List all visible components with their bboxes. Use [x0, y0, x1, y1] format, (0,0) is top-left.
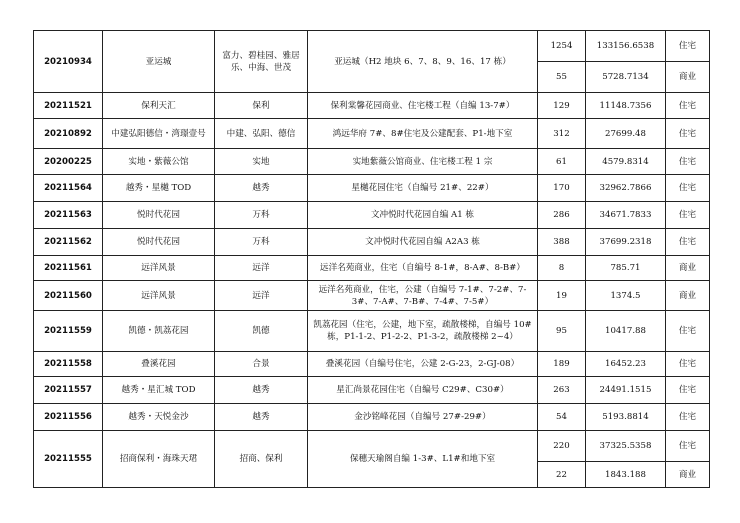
table-row — [34, 175, 710, 202]
developer-cell: 中建、弘阳、德信 — [215, 119, 308, 149]
area-cell: 16452.23 — [586, 352, 666, 377]
project-name-cell: 远洋风景 — [103, 256, 215, 281]
use-cell: 住宅 — [666, 202, 710, 229]
units-cell: 312 — [538, 119, 586, 149]
area-cell: 37325.5358 — [586, 431, 666, 462]
permit-number-cell: 20211563 — [34, 202, 103, 229]
project-name-cell: 越秀・星汇城 TOD — [103, 377, 215, 404]
area-cell: 32962.7866 — [586, 175, 666, 202]
developer-cell: 万科 — [215, 229, 308, 256]
use-cell: 住宅 — [666, 31, 710, 62]
permit-number-cell: 20211564 — [34, 175, 103, 202]
scope-cell: 金沙铭峰花园（自编号 27#-29#） — [308, 404, 538, 431]
use-cell: 住宅 — [666, 404, 710, 431]
presale-permit-table — [33, 30, 710, 488]
use-cell: 住宅 — [666, 175, 710, 202]
scope-cell: 文冲悦时代花园自编 A1 栋 — [308, 202, 538, 229]
units-cell: 220 — [538, 431, 586, 462]
scope-cell: 远洋名苑商业，住宅，公建（自编号 7-1#、7-2#、7-3#、7-A#、7-B#、7-4#、7-5#） — [308, 281, 538, 311]
permit-number-cell: 20211562 — [34, 229, 103, 256]
use-cell: 住宅 — [666, 149, 710, 175]
project-name-cell: 保利天汇 — [103, 93, 215, 119]
area-cell: 1374.5 — [586, 281, 666, 311]
table-row — [34, 119, 710, 149]
scope-cell: 星汇尚景花园住宅（自编号 C29#、C30#） — [308, 377, 538, 404]
units-cell: 19 — [538, 281, 586, 311]
scope-cell: 保利棠馨花园商业、住宅楼工程（自编 13-7#） — [308, 93, 538, 119]
use-cell: 商业 — [666, 256, 710, 281]
permit-number-cell: 20211561 — [34, 256, 103, 281]
permit-number-cell: 20211559 — [34, 311, 103, 352]
use-cell: 住宅 — [666, 377, 710, 404]
units-cell: 55 — [538, 62, 586, 93]
table-row — [34, 404, 710, 431]
project-name-cell: 越秀・天悦金沙 — [103, 404, 215, 431]
area-cell: 34671.7833 — [586, 202, 666, 229]
area-cell: 11148.7356 — [586, 93, 666, 119]
units-cell: 388 — [538, 229, 586, 256]
use-cell: 住宅 — [666, 431, 710, 462]
use-cell: 住宅 — [666, 119, 710, 149]
table-row — [34, 311, 710, 352]
area-cell: 5728.7134 — [586, 62, 666, 93]
table-body — [34, 31, 710, 488]
developer-cell: 实地 — [215, 149, 308, 175]
developer-cell: 万科 — [215, 202, 308, 229]
scope-cell: 保穗天瑜阁自编 1-3#、L1#和地下室 — [308, 431, 538, 488]
scope-cell: 星樾花园住宅（自编号 21#、22#） — [308, 175, 538, 202]
units-cell: 286 — [538, 202, 586, 229]
table-row — [34, 149, 710, 175]
developer-cell: 远洋 — [215, 256, 308, 281]
permit-number-cell: 20211521 — [34, 93, 103, 119]
developer-cell: 越秀 — [215, 404, 308, 431]
area-cell: 37699.2318 — [586, 229, 666, 256]
scope-cell: 实地紫薇公馆商业、住宅楼工程 1 宗 — [308, 149, 538, 175]
use-cell: 商业 — [666, 281, 710, 311]
area-cell: 27699.48 — [586, 119, 666, 149]
table-row — [34, 202, 710, 229]
scope-cell: 凯荔花园（住宅，公建，地下室，疏散楼梯，自编号 10#栋，P1-1-2、P1-2-2、P1-3-2，疏散楼梯 2~4） — [308, 311, 538, 352]
units-cell: 129 — [538, 93, 586, 119]
use-cell: 住宅 — [666, 352, 710, 377]
scope-cell: 叠溪花园（自编号住宅，公建 2-G-23，2-GJ-08） — [308, 352, 538, 377]
project-name-cell: 叠溪花园 — [103, 352, 215, 377]
units-cell: 1254 — [538, 31, 586, 62]
permit-number-cell: 20210934 — [34, 31, 103, 93]
use-cell: 商业 — [666, 462, 710, 488]
area-cell: 785.71 — [586, 256, 666, 281]
use-cell: 商业 — [666, 62, 710, 93]
developer-cell: 保利 — [215, 93, 308, 119]
area-cell: 4579.8314 — [586, 149, 666, 175]
developer-cell: 富力、碧桂园、雅居乐、中海、世茂 — [215, 31, 308, 93]
table-row — [34, 229, 710, 256]
project-name-cell: 远洋风景 — [103, 281, 215, 311]
project-name-cell: 悦时代花园 — [103, 202, 215, 229]
units-cell: 61 — [538, 149, 586, 175]
table-row — [34, 31, 710, 62]
units-cell: 8 — [538, 256, 586, 281]
area-cell: 133156.6538 — [586, 31, 666, 62]
units-cell: 263 — [538, 377, 586, 404]
scope-cell: 鸿远华府 7#、8#住宅及公建配套、P1-地下室 — [308, 119, 538, 149]
permit-number-cell: 20211558 — [34, 352, 103, 377]
developer-cell: 合景 — [215, 352, 308, 377]
units-cell: 95 — [538, 311, 586, 352]
table-row — [34, 281, 710, 311]
scope-cell: 远洋名苑商业，住宅（自编号 8-1#，8-A#、8-B#） — [308, 256, 538, 281]
permit-number-cell: 20211560 — [34, 281, 103, 311]
project-name-cell: 越秀・星樾 TOD — [103, 175, 215, 202]
permit-number-cell: 20200225 — [34, 149, 103, 175]
developer-cell: 远洋 — [215, 281, 308, 311]
project-name-cell: 凯德・凯荔花园 — [103, 311, 215, 352]
units-cell: 170 — [538, 175, 586, 202]
project-name-cell: 亚运城 — [103, 31, 215, 93]
units-cell: 189 — [538, 352, 586, 377]
project-name-cell: 招商保利・海珠天珺 — [103, 431, 215, 488]
use-cell: 住宅 — [666, 311, 710, 352]
project-name-cell: 悦时代花园 — [103, 229, 215, 256]
project-name-cell: 实地・紫薇公馆 — [103, 149, 215, 175]
developer-cell: 越秀 — [215, 377, 308, 404]
use-cell: 住宅 — [666, 229, 710, 256]
table-row — [34, 93, 710, 119]
developer-cell: 越秀 — [215, 175, 308, 202]
scope-cell: 文冲悦时代花园自编 A2A3 栋 — [308, 229, 538, 256]
units-cell: 22 — [538, 462, 586, 488]
area-cell: 24491.1515 — [586, 377, 666, 404]
permit-number-cell: 20211557 — [34, 377, 103, 404]
use-cell: 住宅 — [666, 93, 710, 119]
area-cell: 10417.88 — [586, 311, 666, 352]
table-row — [34, 431, 710, 462]
table-row — [34, 256, 710, 281]
area-cell: 1843.188 — [586, 462, 666, 488]
permit-number-cell: 20211555 — [34, 431, 103, 488]
scope-cell: 亚运城（H2 地块 6、7、8、9、16、17 栋） — [308, 31, 538, 93]
area-cell: 5193.8814 — [586, 404, 666, 431]
developer-cell: 凯德 — [215, 311, 308, 352]
developer-cell: 招商、保利 — [215, 431, 308, 488]
units-cell: 54 — [538, 404, 586, 431]
permit-number-cell: 20210892 — [34, 119, 103, 149]
project-name-cell: 中建弘阳德信・湾璟壹号 — [103, 119, 215, 149]
permit-number-cell: 20211556 — [34, 404, 103, 431]
table-row — [34, 377, 710, 404]
table-row — [34, 352, 710, 377]
